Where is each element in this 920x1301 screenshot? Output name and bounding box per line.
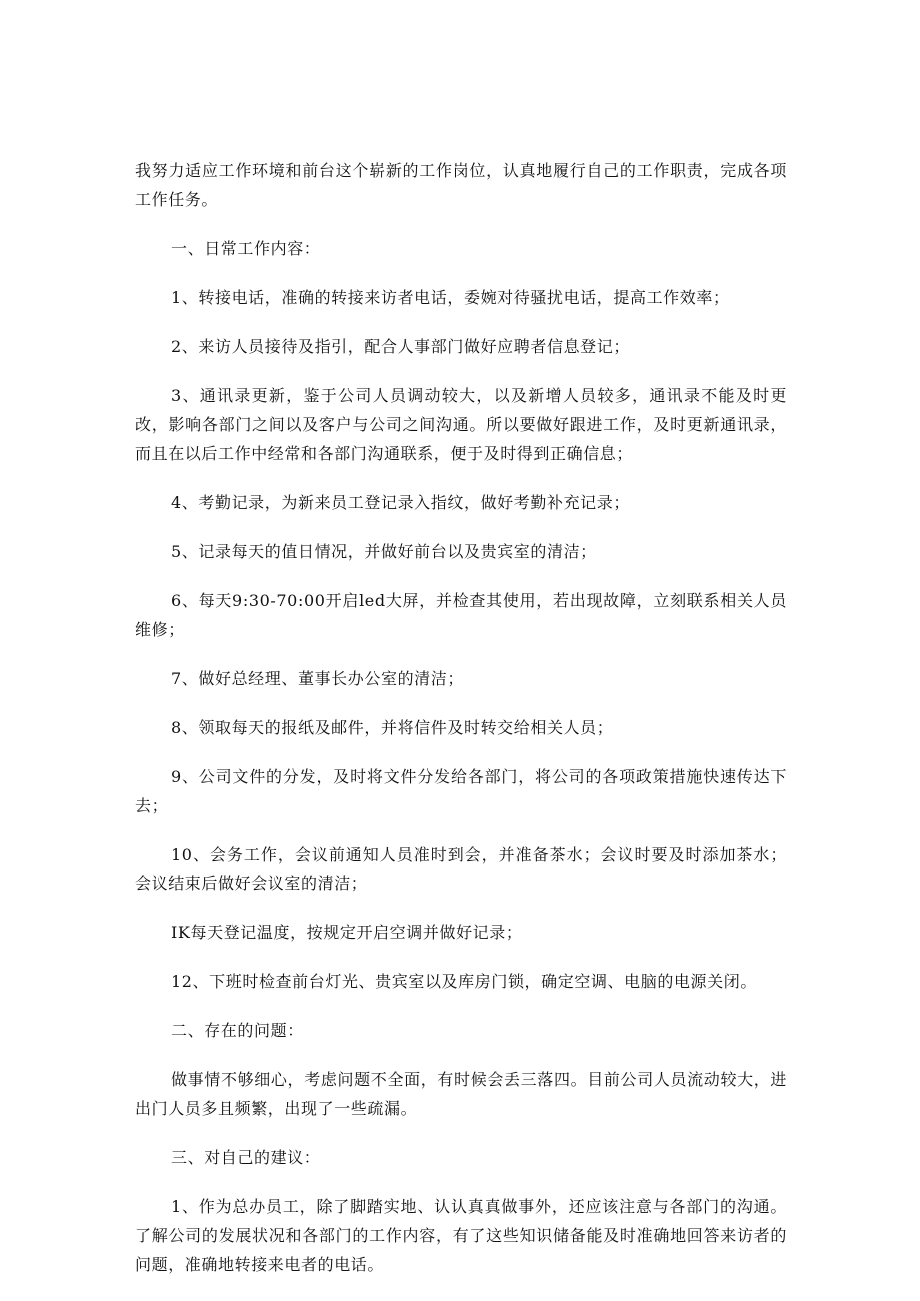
list-item: IK每天登记温度，按规定开启空调并做好记录；: [171, 923, 523, 942]
list-item: 9、公司文件的分发，及时将文件分发给各部门，将公司的各项政策措施快速传达下去；: [135, 767, 787, 815]
section-heading-suggestions: 三、对自己的建议：: [171, 1148, 321, 1167]
list-item: 10、会务工作，会议前通知人员准时到会，并准备茶水；会议时要及时添加茶水；会议结束后做好会议室的清洁；: [135, 845, 787, 893]
problems-paragraph: 做事情不够细心，考虑问题不全面，有时候会丢三落四。目前公司人员流动较大，进出门人员多且频繁，出现了一些疏漏。: [135, 1070, 787, 1118]
list-item: 1、转接电话，准确的转接来访者电话，委婉对待骚扰电话，提高工作效率；: [171, 288, 730, 307]
list-item: 3、通讯录更新，鉴于公司人员调动较大，以及新增人员较多，通讯录不能及时更改，影响各部门之间以及客户与公司之间沟通。所以要做好跟进工作，及时更新通讯录，而且在以后工作中经常和各部门沟通联系，便于及时得到正确信息；: [135, 386, 787, 463]
list-item: 12、下班时检查前台灯光、贵宾室以及库房门锁，确定空调、电脑的电源关闭。: [171, 972, 757, 991]
list-item: 4、考勤记录，为新来员工登记录入指纹，做好考勤补充记录；: [171, 493, 630, 512]
section-heading-problems: 二、存在的问题：: [171, 1021, 304, 1040]
list-item: 6、每天9:30-70:00开启led大屏，并检查其使用，若出现故障，立刻联系相关人员维修；: [135, 591, 787, 639]
intro-paragraph: 我努力适应工作环境和前台这个崭新的工作岗位，认真地履行自己的工作职责，完成各项工作任务。: [135, 161, 787, 209]
suggestion-paragraph: 1、作为总办员工，除了脚踏实地、认认真真做事外，还应该注意与各部门的沟通。了解公司的发展状况和各部门的工作内容，有了这些知识储备能及时准确地回答来访者的问题，准确地转接来电者的电话。: [135, 1197, 787, 1274]
list-item: 2、来访人员接待及指引，配合人事部门做好应聘者信息登记；: [171, 337, 630, 356]
section-heading-daily-work: 一、日常工作内容：: [171, 239, 321, 258]
list-item: 7、做好总经理、董事长办公室的清洁；: [171, 669, 464, 688]
list-item: 5、记录每天的值日情况，并做好前台以及贵宾室的清洁；: [171, 542, 597, 561]
list-item: 8、领取每天的报纸及邮件，并将信件及时转交给相关人员；: [171, 718, 614, 737]
document-page: [135, 156, 787, 1299]
